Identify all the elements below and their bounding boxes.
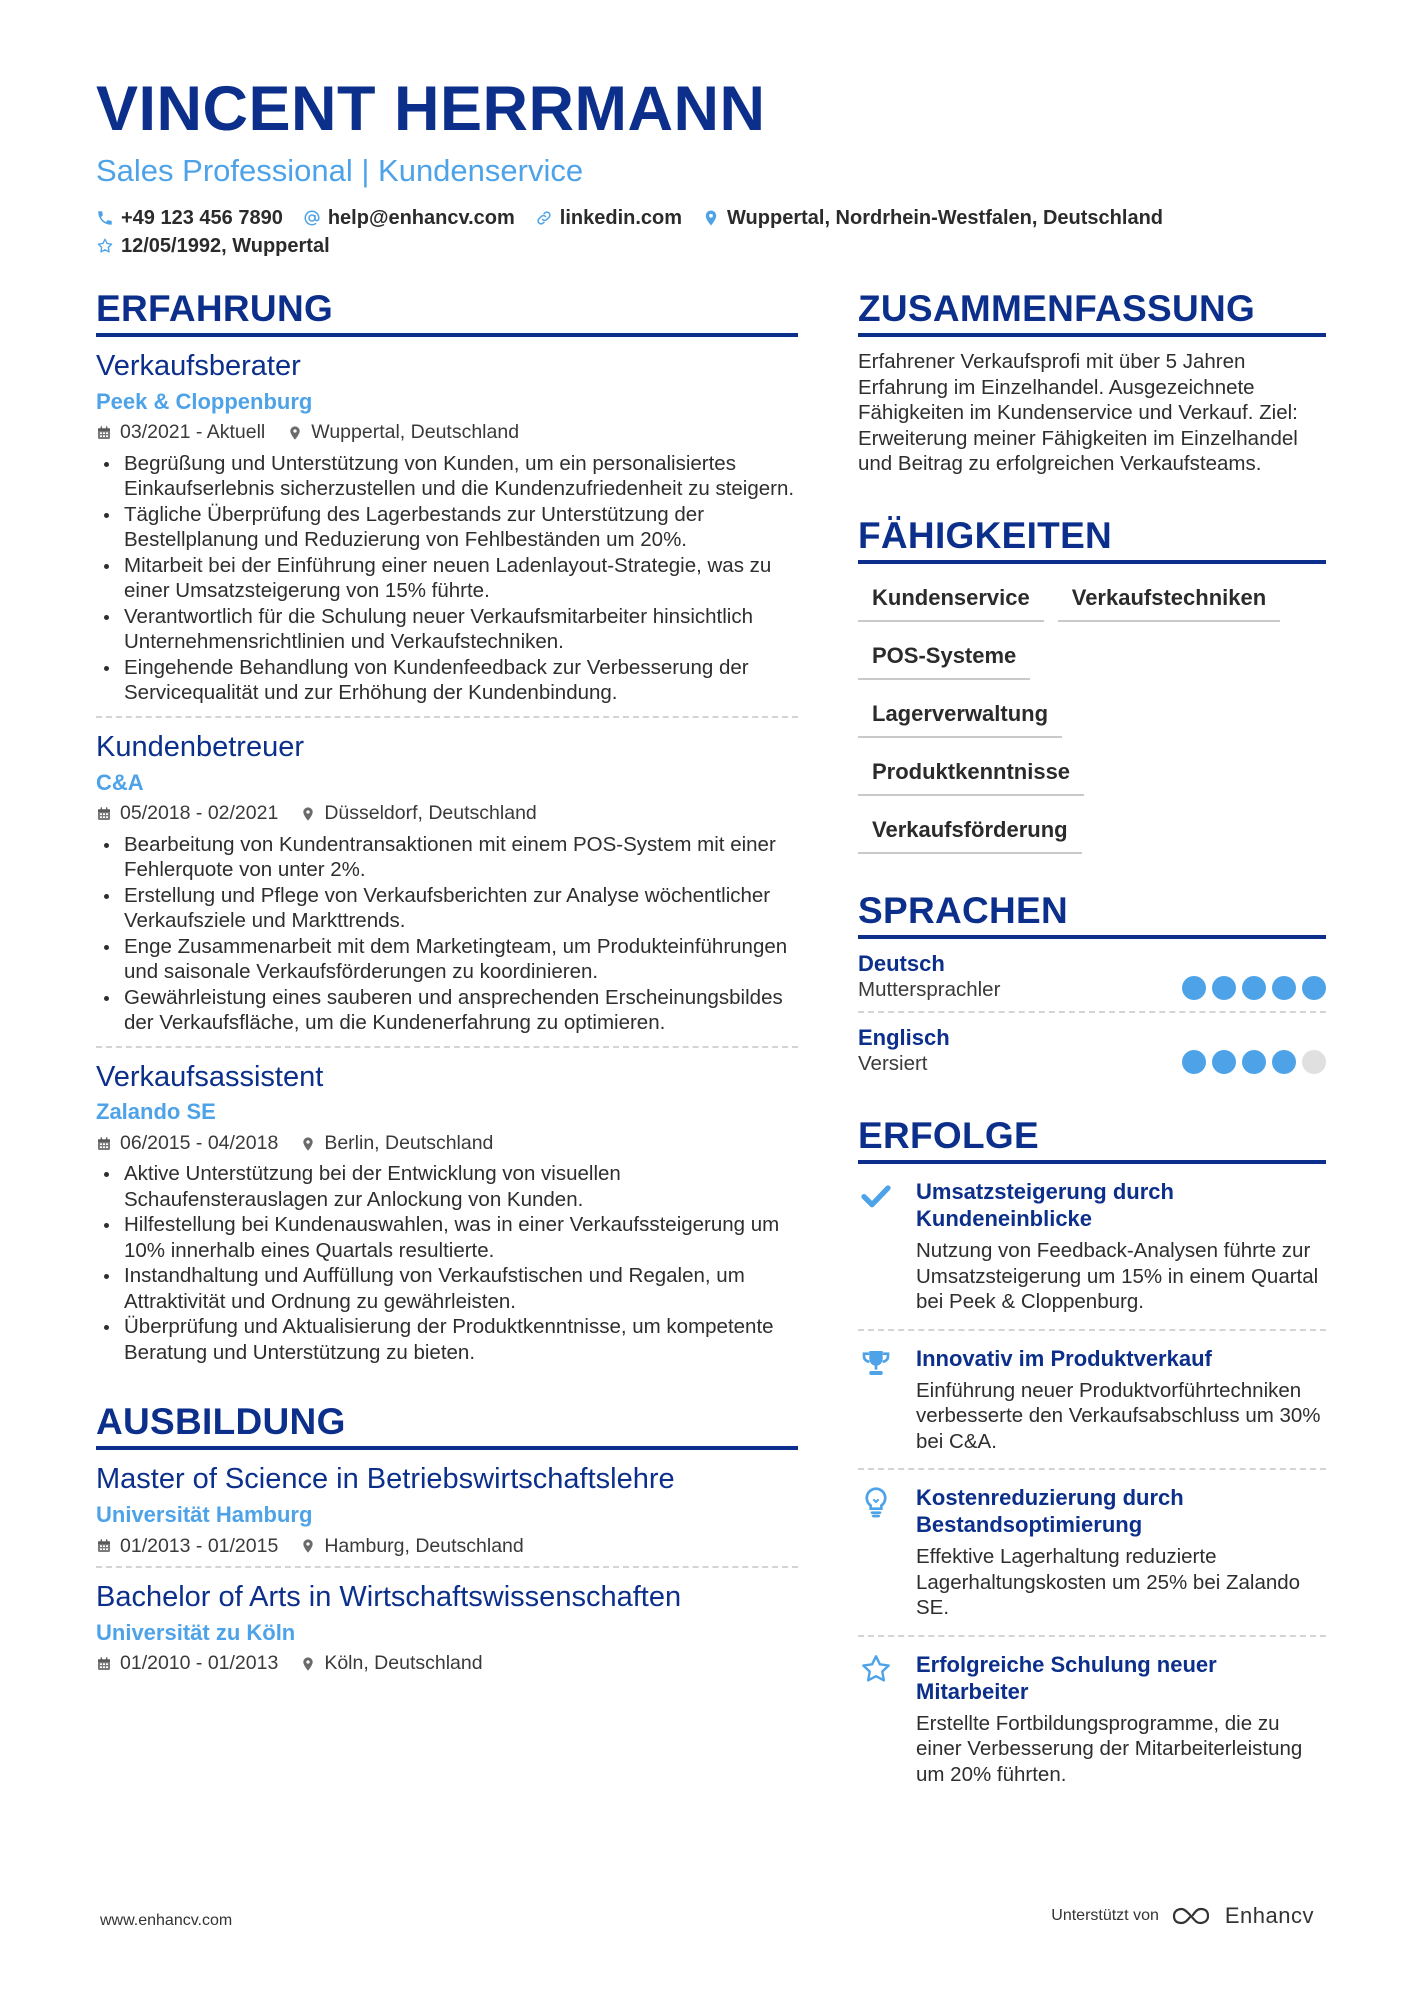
calendar-icon bbox=[96, 1136, 112, 1152]
education-list bbox=[96, 1464, 798, 1674]
education-location bbox=[300, 1534, 524, 1557]
job-bullet: Aktive Unterstützung bei der Entwicklung von visuellen Schaufensterauslagen zur Anlockung von Kunden. bbox=[124, 1161, 798, 1212]
language-name: Englisch bbox=[858, 1025, 950, 1051]
phone-icon bbox=[96, 209, 114, 227]
job-company: C&A bbox=[96, 769, 144, 795]
achievements-list bbox=[858, 1164, 1326, 1801]
education-entry bbox=[96, 1582, 798, 1674]
skills-heading: FÄHIGKEITEN bbox=[858, 517, 1326, 564]
achievement-entry bbox=[858, 1470, 1326, 1635]
language-info bbox=[858, 1025, 950, 1077]
job-bullet: Gewährleistung eines sauberen und ansprechenden Erscheinungsbildes der Verkaufsfläche, um die Kundenerfahrung zu optimieren. bbox=[124, 985, 798, 1036]
rating-dot bbox=[1212, 976, 1236, 1000]
job-bullet: Hilfestellung bei Kundenauswahlen, was in einer Verkaufssteigerung um 10% innerhalb eines Quartals resultierte. bbox=[124, 1212, 798, 1263]
location-pin-icon bbox=[300, 1136, 316, 1152]
star-outline-icon bbox=[96, 237, 114, 255]
rating-dot bbox=[1272, 976, 1296, 1000]
left-column bbox=[96, 290, 798, 1674]
job-dates bbox=[96, 1131, 279, 1154]
education-entry bbox=[96, 1464, 798, 1568]
location-pin-icon bbox=[702, 209, 720, 227]
job-bullet: Verantwortlich für die Schulung neuer Verkaufsmitarbeiter hinsichtlich Unternehmensrichtlinien und Verkaufstechniken. bbox=[124, 604, 798, 655]
job-dates-text: 06/2015 - 04/2018 bbox=[120, 1131, 279, 1154]
school-name: Universität Hamburg bbox=[96, 1502, 313, 1528]
education-dates-text: 01/2013 - 01/2015 bbox=[120, 1534, 279, 1557]
experience-list bbox=[96, 351, 798, 1365]
job-company: Zalando SE bbox=[96, 1099, 216, 1125]
job-location bbox=[300, 1131, 494, 1154]
job-bullet: Begrüßung und Unterstützung von Kunden, um ein personalisiertes Einkaufserlebnis sicherzustellen und die Kundenzufriedenheit zu steigern. bbox=[124, 451, 798, 502]
achievement-desc: Nutzung von Feedback-Analysen führte zur Umsatzsteigerung um 15% in einem Quartal bei Peek & Cloppenburg. bbox=[916, 1239, 1319, 1314]
location-pin-icon bbox=[300, 806, 316, 822]
candidate-name: VINCENT HERRMANN bbox=[96, 74, 766, 144]
language-level: Muttersprachler bbox=[858, 977, 1001, 1001]
language-info bbox=[858, 951, 1000, 1003]
education-location-text: Hamburg, Deutschland bbox=[324, 1534, 524, 1557]
lightbulb-icon bbox=[860, 1486, 892, 1518]
achievement-desc: Erstellte Fortbildungsprogramme, die zu einer Verbesserung der Mitarbeiterleistung um 20% führten. bbox=[916, 1711, 1303, 1786]
achievement-icon bbox=[858, 1484, 894, 1621]
job-location-text: Berlin, Deutschland bbox=[324, 1131, 494, 1154]
brand-name: Enhancv bbox=[1224, 1903, 1314, 1928]
education-dates bbox=[96, 1534, 279, 1557]
location-pin-icon bbox=[300, 1538, 316, 1554]
education-location bbox=[300, 1654, 482, 1674]
candidate-subtitle: Sales Professional | Kundenservice bbox=[96, 153, 584, 188]
job-meta bbox=[96, 423, 798, 443]
job-bullet: Instandhaltung und Auffüllung von Verkaufstischen und Regalen, um Attraktivität und Ordnung zu gewährleisten. bbox=[124, 1263, 798, 1314]
job-bullet: Mitarbeit bei der Einführung einer neuen Ladenlayout-Strategie, was zu einer Umsatzsteigerung von 15% führte. bbox=[124, 553, 798, 604]
contact-phone bbox=[96, 208, 283, 228]
languages-heading: SPRACHEN bbox=[858, 892, 1326, 939]
divider bbox=[96, 1566, 798, 1568]
education-heading: AUSBILDUNG bbox=[96, 1403, 798, 1450]
achievement-title: Umsatzsteigerung durch Kundeneinblicke bbox=[916, 1179, 1174, 1232]
achievement-title: Kostenreduzierung durch Bestandsoptimierung bbox=[916, 1485, 1184, 1538]
achievement-title: Innovativ im Produktverkauf bbox=[916, 1345, 1212, 1371]
job-dates-text: 05/2018 - 02/2021 bbox=[120, 802, 279, 825]
email-text: help@enhancv.com bbox=[327, 207, 515, 229]
achievement-desc: Einführung neuer Produktvorführtechniken verbesserte den Verkaufsabschluss um 30% bei C&A. bbox=[916, 1378, 1321, 1453]
job-dates bbox=[96, 804, 278, 824]
languages-list bbox=[858, 939, 1326, 1085]
job-bullets bbox=[96, 451, 798, 706]
education-location-text: Köln, Deutschland bbox=[324, 1652, 483, 1675]
trophy-icon bbox=[860, 1347, 892, 1379]
summary-text: Erfahrener Verkaufsprofi mit über 5 Jahren Erfahrung im Einzelhandel. Ausgezeichnete Fähigkeiten im Kundenservice und Verkauf. Ziel: Erweiterung meiner Fähigkeiten im Einzelhandel und Beitrag zu erfolgreichen Verkaufsteams. bbox=[858, 350, 1298, 475]
job-bullet: Tägliche Überprüfung des Lagerbestands zur Unterstützung der Bestellplanung und Reduzierung von Fehlbeständen um 20%. bbox=[124, 502, 798, 553]
at-icon bbox=[303, 209, 321, 227]
job-entry bbox=[96, 351, 798, 718]
skill-tag: Lagerverwaltung bbox=[858, 694, 1062, 738]
achievement-entry bbox=[858, 1331, 1326, 1469]
achievement-entry bbox=[858, 1637, 1326, 1802]
phone-text: +49 123 456 7890 bbox=[121, 207, 283, 229]
location-pin-icon bbox=[300, 1656, 316, 1672]
achievement-body bbox=[916, 1651, 1326, 1788]
job-dates bbox=[96, 423, 265, 443]
right-column bbox=[858, 290, 1326, 1801]
skill-tag: Verkaufsförderung bbox=[858, 810, 1082, 854]
divider bbox=[96, 716, 798, 718]
skill-tag: POS-Systeme bbox=[858, 636, 1030, 680]
rating-dot bbox=[1302, 1050, 1326, 1074]
achievement-icon bbox=[858, 1178, 894, 1315]
summary-heading: ZUSAMMENFASSUNG bbox=[858, 290, 1326, 337]
star-icon bbox=[860, 1653, 892, 1685]
skill-tag: Produktkenntnisse bbox=[858, 752, 1084, 796]
job-bullets bbox=[96, 1161, 798, 1365]
education-dates bbox=[96, 1654, 278, 1674]
achievement-icon bbox=[858, 1651, 894, 1788]
achievement-entry bbox=[858, 1164, 1326, 1329]
job-meta bbox=[96, 804, 798, 824]
contact-email[interactable] bbox=[303, 208, 515, 228]
contact-linkedin[interactable] bbox=[535, 208, 682, 228]
rating-dot bbox=[1182, 1050, 1206, 1074]
achievements-heading: ERFOLGE bbox=[858, 1117, 1326, 1164]
job-location bbox=[287, 423, 519, 443]
job-title: Verkaufsberater bbox=[96, 350, 301, 382]
brand-logo[interactable] bbox=[1171, 1903, 1314, 1929]
job-location bbox=[300, 804, 536, 824]
language-rating bbox=[1182, 1050, 1326, 1074]
powered-by-text: Unterstützt von bbox=[1051, 1907, 1159, 1924]
contact-location bbox=[702, 208, 1163, 228]
rating-dot bbox=[1272, 1050, 1296, 1074]
experience-heading: ERFAHRUNG bbox=[96, 290, 798, 337]
check-icon bbox=[860, 1180, 892, 1212]
degree-title: Bachelor of Arts in Wirtschaftswissenschaften bbox=[96, 1581, 682, 1614]
contact-birth bbox=[96, 236, 330, 256]
contact-line bbox=[96, 208, 1163, 228]
footer-website[interactable]: www.enhancv.com bbox=[100, 1912, 233, 1929]
language-name: Deutsch bbox=[858, 951, 945, 977]
job-bullet: Erstellung und Pflege von Verkaufsberichten zur Analyse wöchentlicher Verkaufsziele und Markttrends. bbox=[124, 883, 798, 934]
job-bullet: Überprüfung und Aktualisierung der Produktkenntnisse, um kompetente Beratung und Unterstützung zu bieten. bbox=[124, 1314, 798, 1365]
achievement-body bbox=[916, 1484, 1326, 1621]
language-rating bbox=[1182, 976, 1326, 1000]
job-title: Kundenbetreuer bbox=[96, 730, 304, 763]
job-location-text: Düsseldorf, Deutschland bbox=[324, 802, 537, 825]
job-entry bbox=[96, 1062, 798, 1366]
achievement-desc: Effektive Lagerhaltung reduzierte Lagerhaltungskosten um 25% bei Zalando SE. bbox=[916, 1545, 1301, 1620]
language-entry bbox=[858, 1013, 1326, 1085]
job-location-text: Wuppertal, Deutschland bbox=[311, 421, 520, 444]
rating-dot bbox=[1242, 976, 1266, 1000]
achievement-body bbox=[916, 1345, 1326, 1455]
calendar-icon bbox=[96, 806, 112, 822]
contact-line-2 bbox=[96, 236, 330, 256]
language-entry bbox=[858, 939, 1326, 1011]
divider bbox=[96, 1046, 798, 1048]
enhancv-logo-icon bbox=[1171, 1904, 1217, 1928]
skill-tag: Kundenservice bbox=[858, 578, 1044, 622]
skills-list bbox=[858, 578, 1326, 855]
school-name: Universität zu Köln bbox=[96, 1620, 296, 1646]
calendar-icon bbox=[96, 425, 112, 441]
education-meta bbox=[96, 1534, 798, 1557]
job-bullet: Bearbeitung von Kundentransaktionen mit einem POS-System mit einer Fehlerquote von unter 2%. bbox=[124, 832, 798, 883]
education-meta bbox=[96, 1654, 798, 1674]
language-level: Versiert bbox=[858, 1051, 928, 1075]
footer-branding bbox=[1051, 1903, 1314, 1929]
location-text: Wuppertal, Nordrhein-Westfalen, Deutschland bbox=[727, 207, 1164, 229]
linkedin-text: linkedin.com bbox=[559, 207, 683, 229]
rating-dot bbox=[1242, 1050, 1266, 1074]
skill-tag: Verkaufstechniken bbox=[1058, 578, 1280, 622]
achievement-icon bbox=[858, 1345, 894, 1455]
job-dates-text: 03/2021 - Aktuell bbox=[120, 421, 266, 444]
job-title: Verkaufsassistent bbox=[96, 1060, 324, 1093]
degree-title: Master of Science in Betriebswirtschaftslehre bbox=[96, 1463, 675, 1496]
rating-dot bbox=[1302, 976, 1326, 1000]
job-meta bbox=[96, 1131, 798, 1154]
calendar-icon bbox=[96, 1538, 112, 1554]
rating-dot bbox=[1212, 1050, 1236, 1074]
job-bullet: Eingehende Behandlung von Kundenfeedback zur Verbesserung der Servicequalität und zur Erhöhung der Kundenbindung. bbox=[124, 655, 798, 706]
rating-dot bbox=[1182, 976, 1206, 1000]
education-dates-text: 01/2010 - 01/2013 bbox=[120, 1652, 279, 1675]
job-bullets bbox=[96, 832, 798, 1036]
achievement-body bbox=[916, 1178, 1326, 1315]
job-entry bbox=[96, 732, 798, 1048]
location-pin-icon bbox=[287, 425, 303, 441]
calendar-icon bbox=[96, 1656, 112, 1672]
job-company: Peek & Cloppenburg bbox=[96, 388, 313, 414]
job-bullet: Enge Zusammenarbeit mit dem Marketingteam, um Produkteinführungen und saisonale Verkaufsförderungen zu koordinieren. bbox=[124, 934, 798, 985]
link-icon bbox=[535, 209, 553, 227]
birth-text: 12/05/1992, Wuppertal bbox=[121, 235, 330, 257]
achievement-title: Erfolgreiche Schulung neuer Mitarbeiter bbox=[916, 1651, 1217, 1704]
